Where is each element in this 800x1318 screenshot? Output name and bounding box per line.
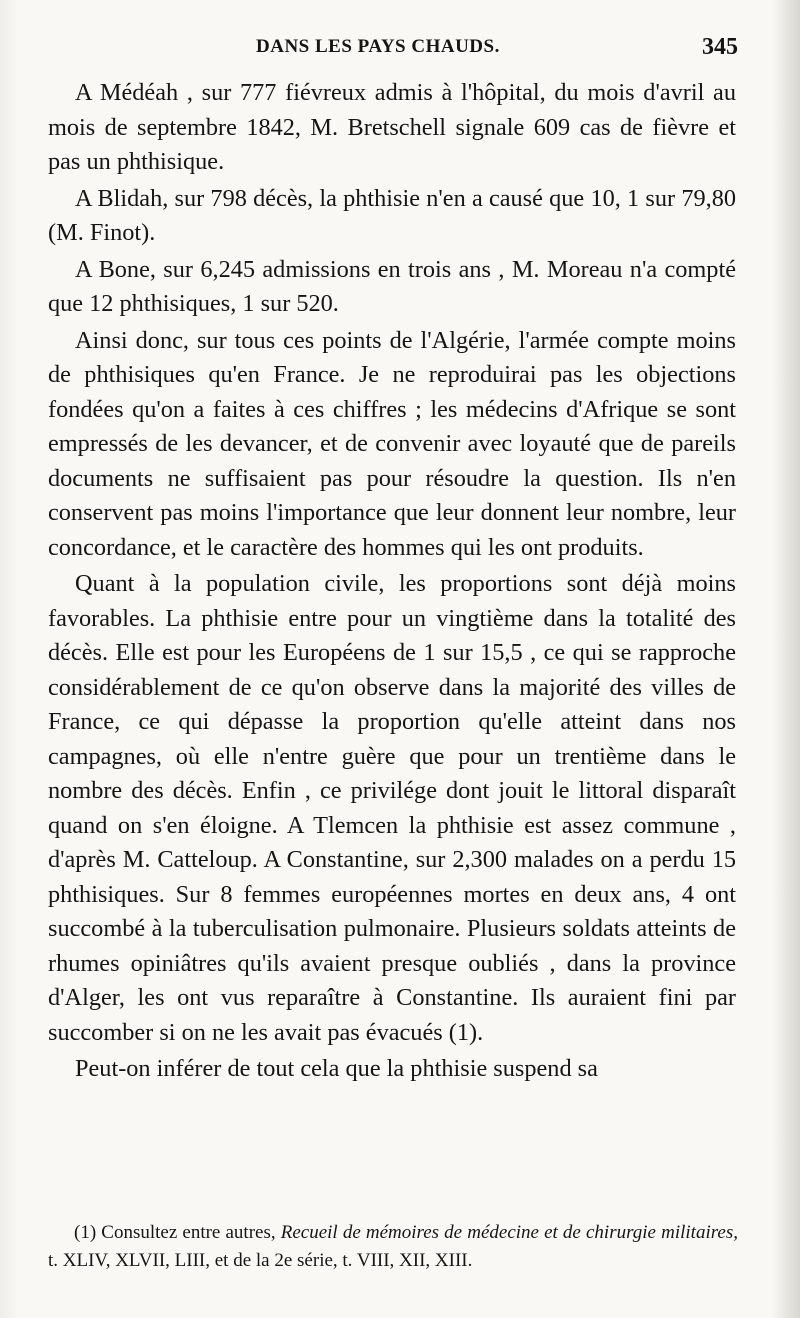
running-head: [48, 36, 738, 66]
page-edge-shadow: [772, 0, 800, 1318]
footnote-marker: (1): [74, 1222, 97, 1243]
body-text: [48, 76, 736, 1087]
footnote-rest: t. XLIV, XLVII, LIII, et de la 2e série, t. VIII, XII, XIII.: [48, 1250, 473, 1271]
paragraph-peut-on-inferer: Peut-on inférer de tout cela que la phthisie suspend sa: [75, 1055, 598, 1082]
paragraph-blidah: A Blidah, sur 798 décès, la phthisie n'en a causé que 10, 1 sur 79,80 (M. Finot).: [48, 184, 736, 246]
paragraph-medeah: A Médéah , sur 777 fiévreux admis à l'hôpital, du mois d'avril au mois de septembre 1842, M. Bretschell signale 609 cas de fièvre et pas un phthisique.: [48, 79, 736, 175]
paragraph-algerie-armee: Ainsi donc, sur tous ces points de l'Algérie, l'armée compte moins de phthisiques qu'en France. Je ne reproduirai pas les objections fondées qu'on a faites à ces chiffres ; les médecins d'Afrique se sont empressés de les devancer, et de convenir avec loyauté que de pareils documents ne suffisaient pas pour résoudre la question. Ils n'en conservent pas moins l'importance que leur donnent leur nombre, leur concordance, et le caractère des hommes qui les ont produits.: [48, 326, 736, 561]
running-head-title: DANS LES PAYS CHAUDS.: [256, 36, 500, 57]
page-number: 345: [702, 34, 738, 60]
footnote-lead: Consultez entre autres,: [101, 1222, 276, 1243]
footnote-title: Recueil de mémoires de médecine et de chirurgie militaires,: [280, 1222, 738, 1243]
paragraph-bone: A Bone, sur 6,245 admissions en trois ans , M. Moreau n'a compté que 12 phthisiques, 1 sur 520.: [48, 255, 736, 317]
paragraph-population-civile: Quant à la population civile, les proportions sont déjà moins favorables. La phthisie entre pour un vingtième dans la totalité des décès. Elle est pour les Européens de 1 sur 15,5 , ce qui se rapproche considérablement de ce qu'on observe dans la majorité des villes de France, ce qui dépasse la proportion qu'elle atteint dans nos campagnes, où elle n'entre guère que pour un trentième dans le nombre des décès. Enfin , ce privilége dont jouit le littoral disparaît quand on s'en éloigne. A Tlemcen la phthisie est assez commune , d'après M. Catteloup. A Constantine, sur 2,300 malades on a perdu 15 phthisiques. Sur 8 femmes européennes mortes en deux ans, 4 ont succombé à la tuberculisation pulmonaire. Plusieurs soldats atteints de rhumes opiniâtres qu'ils avaient presque oubliés , dans la province d'Alger, les ont vus reparaître à Constantine. Ils auraient fini par succomber si on ne les avait pas évacués (1).: [48, 570, 736, 1046]
footnote: [48, 1219, 738, 1275]
